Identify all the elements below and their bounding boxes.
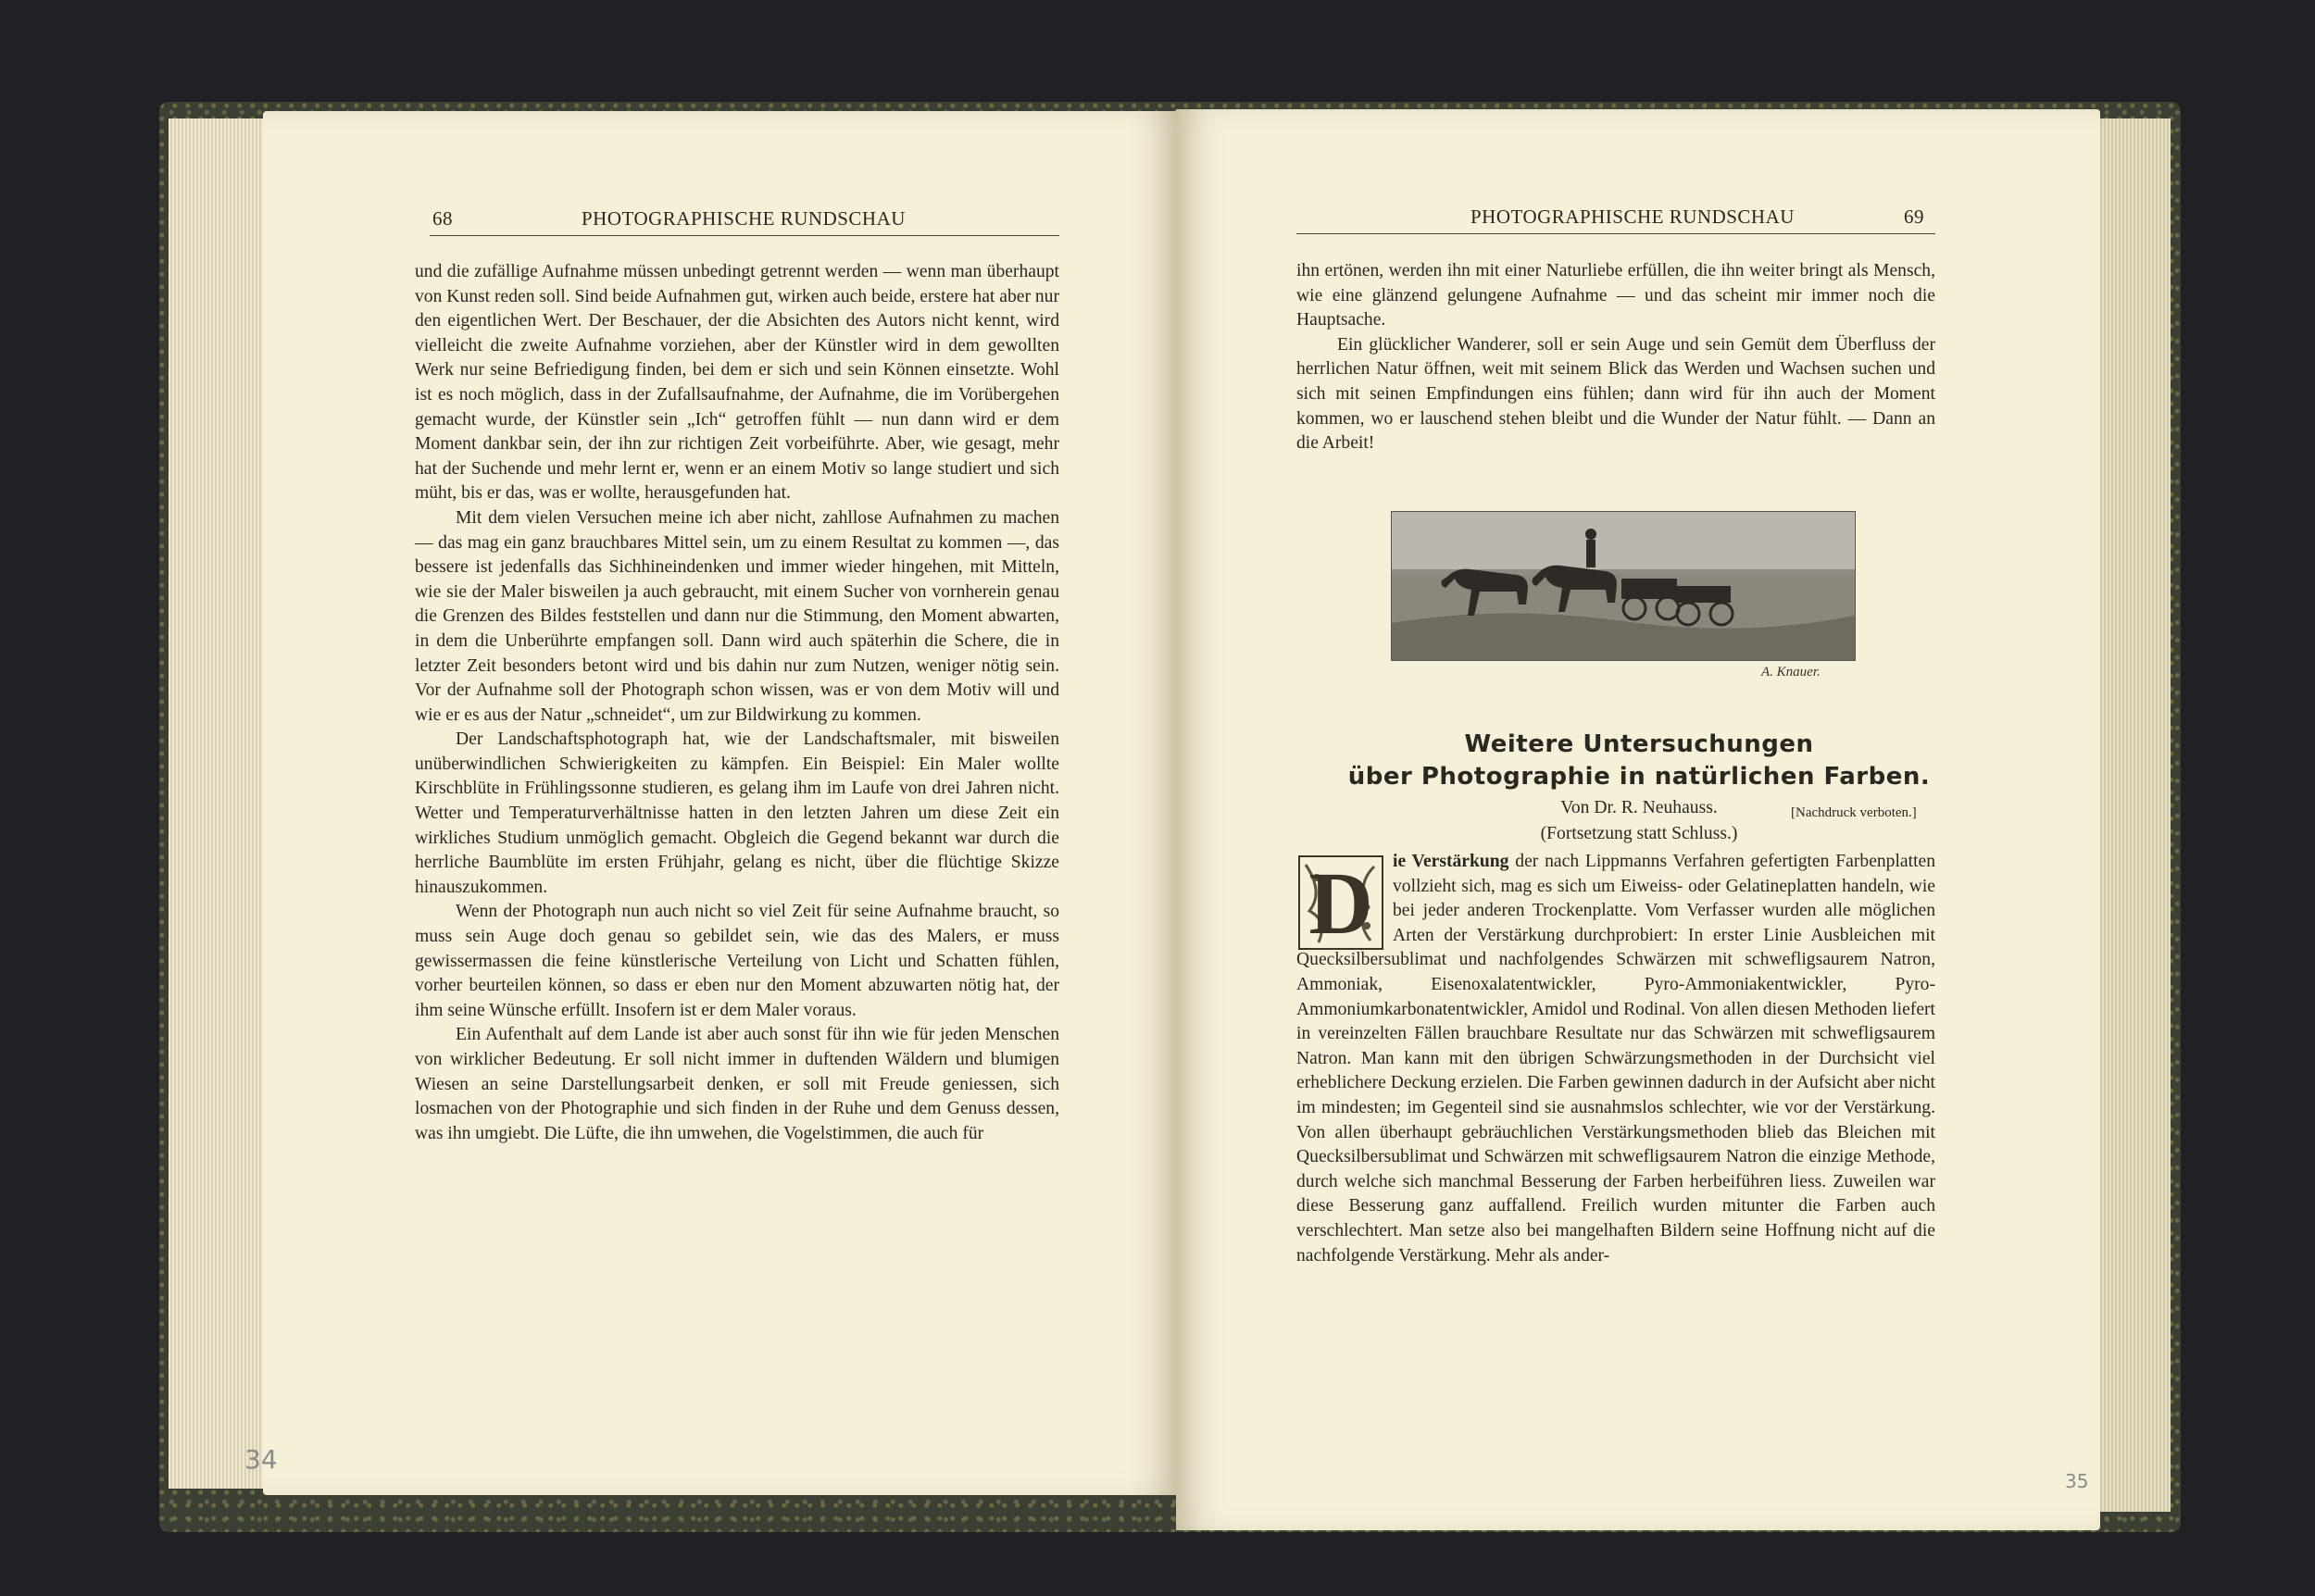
left-body-text <box>415 260 1059 1146</box>
paragraph: Mit dem vielen Versuchen meine ich aber nicht, zahllose Aufnahmen zu machen — das mag ein ganz brauchbares Mittel sein, um zu einem Resultat zu kommen —, das bessere ist jedenfalls das Sichhineindenken und immer wieder hingehen, mit Mitteln, wie sie der Maler bisweilen ja auch gebraucht, mit einem Sucher von vornherein genau die Grenzen des Bildes feststellen und dann nur die Stimmung, den Moment abwarten, in dem die Unberührte empfangen soll. Dann wird auch späterhin die Schere, die in letzter Zeit besonders betont wird und bis dahin nur zum Nutzen, weniger nötig sein. Vor der Aufnahme soll der Photograph schon wissen, was er von dem Motiv will und wie er es aus der Natur „schneidet“, um zur Bildwirkung zu kommen. <box>415 507 1059 725</box>
drop-cap-letter: D <box>1308 855 1373 950</box>
paragraph: Ein glücklicher Wanderer, soll er sein Auge und sein Gemüt dem Überfluss der herrlichen Natur öffnen, weit mit seinem Blick das Werden und Wachsen suchen und sich mit seinen Empfindungen eins fühlen; dann wird für ihn auch der Moment kommen, wo er lauschend stehen bleibt und die Wunder der Natur fühlt. — Dann an die Arbeit! <box>1296 334 1935 454</box>
article-title-line-1: Weitere Untersuchungen <box>1464 730 1814 758</box>
reprint-notice: [Nachdruck verboten.] <box>1791 805 1917 820</box>
pencil-annotation: 34 <box>244 1444 278 1475</box>
right-page <box>1176 109 2100 1530</box>
pencil-annotation: 35 <box>2065 1470 2089 1492</box>
article-title-line-2: über Photographie in natürlichen Farben. <box>1347 763 1931 791</box>
continuation-note: (Fortsetzung statt Schluss.) <box>1540 824 1738 843</box>
article-paragraph: der nach Lippmanns Verfahren gefertigten Farbenplatten vollzieht sich, mag es sich um Eiweiss- oder Gelatineplatten handeln, wie bei jeder anderen Trockenplatte. Vom Verfasser wurden alle möglichen Arten der Verstärkung durchprobiert: In erster Linie Ausbleichen mit Quecksilbersublimat und nachfolgendes Schwärzen mit schwefligsaurem Natron, Ammoniak, Eisenoxalatentwickler, Pyro-Ammoniakentwickler, Pyro-Ammoniumkarbonatentwickler, Amidol und Rodinal. Von allen diesen Methoden liefert in vereinzelten Fällen brauchbare Resultate nur das Schwärzen mit schwefligsaurem Natron. Man kann mit den übrigen Schwärzungsmethoden in der Durchsicht viel erheblichere Deckung erzielen. Die Farben gewinnen dadurch in der Aufsicht aber nicht im mindesten; im Gegenteil sind sie ausnahmslos schlechter, wie vor der Verstärkung. Von allen überhaupt gebräuchlichen Verstärkungsmethoden blieb das Bleichen mit Quecksilbersublimat und Schwärzen mit schwefligsaurem Natron die einzige Methode, durch welche sich manchmal Besserung der Farben herbeiführen liess. Zuweilen war diese Besserung ganz auffallend. Freilich wurden mitunter die Farben auch verschlechtert. Man setze also bei mangelhaften Bildern seine Hoffnung nicht auf die nachfolgende Verstärkung. Mehr als ander- <box>1296 852 1936 1266</box>
running-head: PHOTOGRAPHISCHE RUNDSCHAU <box>1470 206 1795 228</box>
photo-credit: A. Knauer. <box>1761 665 1821 680</box>
right-page-edges <box>2095 118 2171 1512</box>
left-page-edges <box>169 118 269 1489</box>
lead-words: ie Verstärkung <box>1393 852 1509 871</box>
paragraph: und die zufällige Aufnahme müssen unbedingt getrennt werden — wenn man überhaupt von Kunst reden soll. Sind beide Aufnahmen gut, wirken auch beide, erstere hat aber nur den eigentlichen Wert. Der Beschauer, der die Absichten des Autors nicht kennt, wird vielleicht die zweite Aufnahme vorziehen, aber der Künstler wird in dem gewollten Werk nur seine Befriedigung finden, bei dem er sich und sein Können einsetzte. Wohl ist es noch möglich, dass in der Zufallsaufnahme, der Aufnahme, die im Vorübergehen gemacht wurde, der Künstler sein „Ich“ getroffen fühlt — nun dann wird er dem Moment dankbar sein, der ihn zur richtigen Zeit vorbeiführte. Aber, wie gesagt, mehr hat der Suchende und mehr lernt er, wenn er an einem Motiv so lange studiert und sich müht, bis er das, was er wollte, herausgefunden hat. <box>415 262 1059 504</box>
article-author: Von Dr. R. Neuhauss. <box>1560 798 1718 817</box>
horse-cart-photograph <box>1391 511 1856 661</box>
left-page <box>244 111 1176 1495</box>
running-head: PHOTOGRAPHISCHE RUNDSCHAU <box>582 207 906 230</box>
paragraph: ihn ertönen, werden ihn mit einer Naturliebe erfüllen, die ihn weiter bringt als Mensch, wie eine glänzend gelungene Aufnahme — und das scheint mir immer noch die Hauptsache. <box>1296 261 1935 330</box>
paragraph: Der Landschaftsphotograph hat, wie der Landschaftsmaler, mit bisweilen unüberwindlichen Schwierigkeiten zu kämpfen. Ein Beispiel: Ein Maler wollte Kirschblüte in Frühlingssonne studieren, es gelang ihm im Laufe von drei Jahren nicht. Wetter und Temperaturverhältnisse hatten in den letzten Jahren um diese Zeit ein wirkliches Studium unmöglich gemacht. Obgleich die Gegend bekannt war durch die herrliche Baumblüte im ersten Frühjahr, gelang es nicht, über die flüchtige Skizze hinauszukommen. <box>415 729 1059 897</box>
header-rule <box>1296 233 1935 234</box>
article-body-text <box>1296 850 1935 1268</box>
paragraph: Wenn der Photograph nun auch nicht so viel Zeit für seine Aufnahme braucht, so muss sein Auge doch genau so gebildet sein, wie das des Malers, er muss gewissermassen die feine künstlerische Verteilung von Licht und Schatten fühlen, vorher beurteilen können, so dass er eben nur den Moment abzuwarten nötig hat, der ihm seine Wünsche erfüllt. Insofern ist er dem Maler voraus. <box>415 902 1059 1020</box>
header-rule <box>430 235 1059 236</box>
right-body-text <box>1296 259 1935 456</box>
page-number: 68 <box>432 207 453 230</box>
paragraph: Ein Aufenthalt auf dem Lande ist aber auch sonst für ihn wie für jeden Menschen von wirklicher Bedeutung. Er soll nicht immer in duftenden Wäldern und blumigen Wiesen an seine Darstellungsarbeit denken, er soll mit Freude geniessen, sich losmachen von der Photographie und sich finden in der Ruhe und dem Genuss dessen, was ihn umgiebt. Die Lüfte, die ihn umwehen, die Vogelstimmen, die auch für <box>415 1025 1059 1143</box>
page-number: 69 <box>1904 206 1924 228</box>
